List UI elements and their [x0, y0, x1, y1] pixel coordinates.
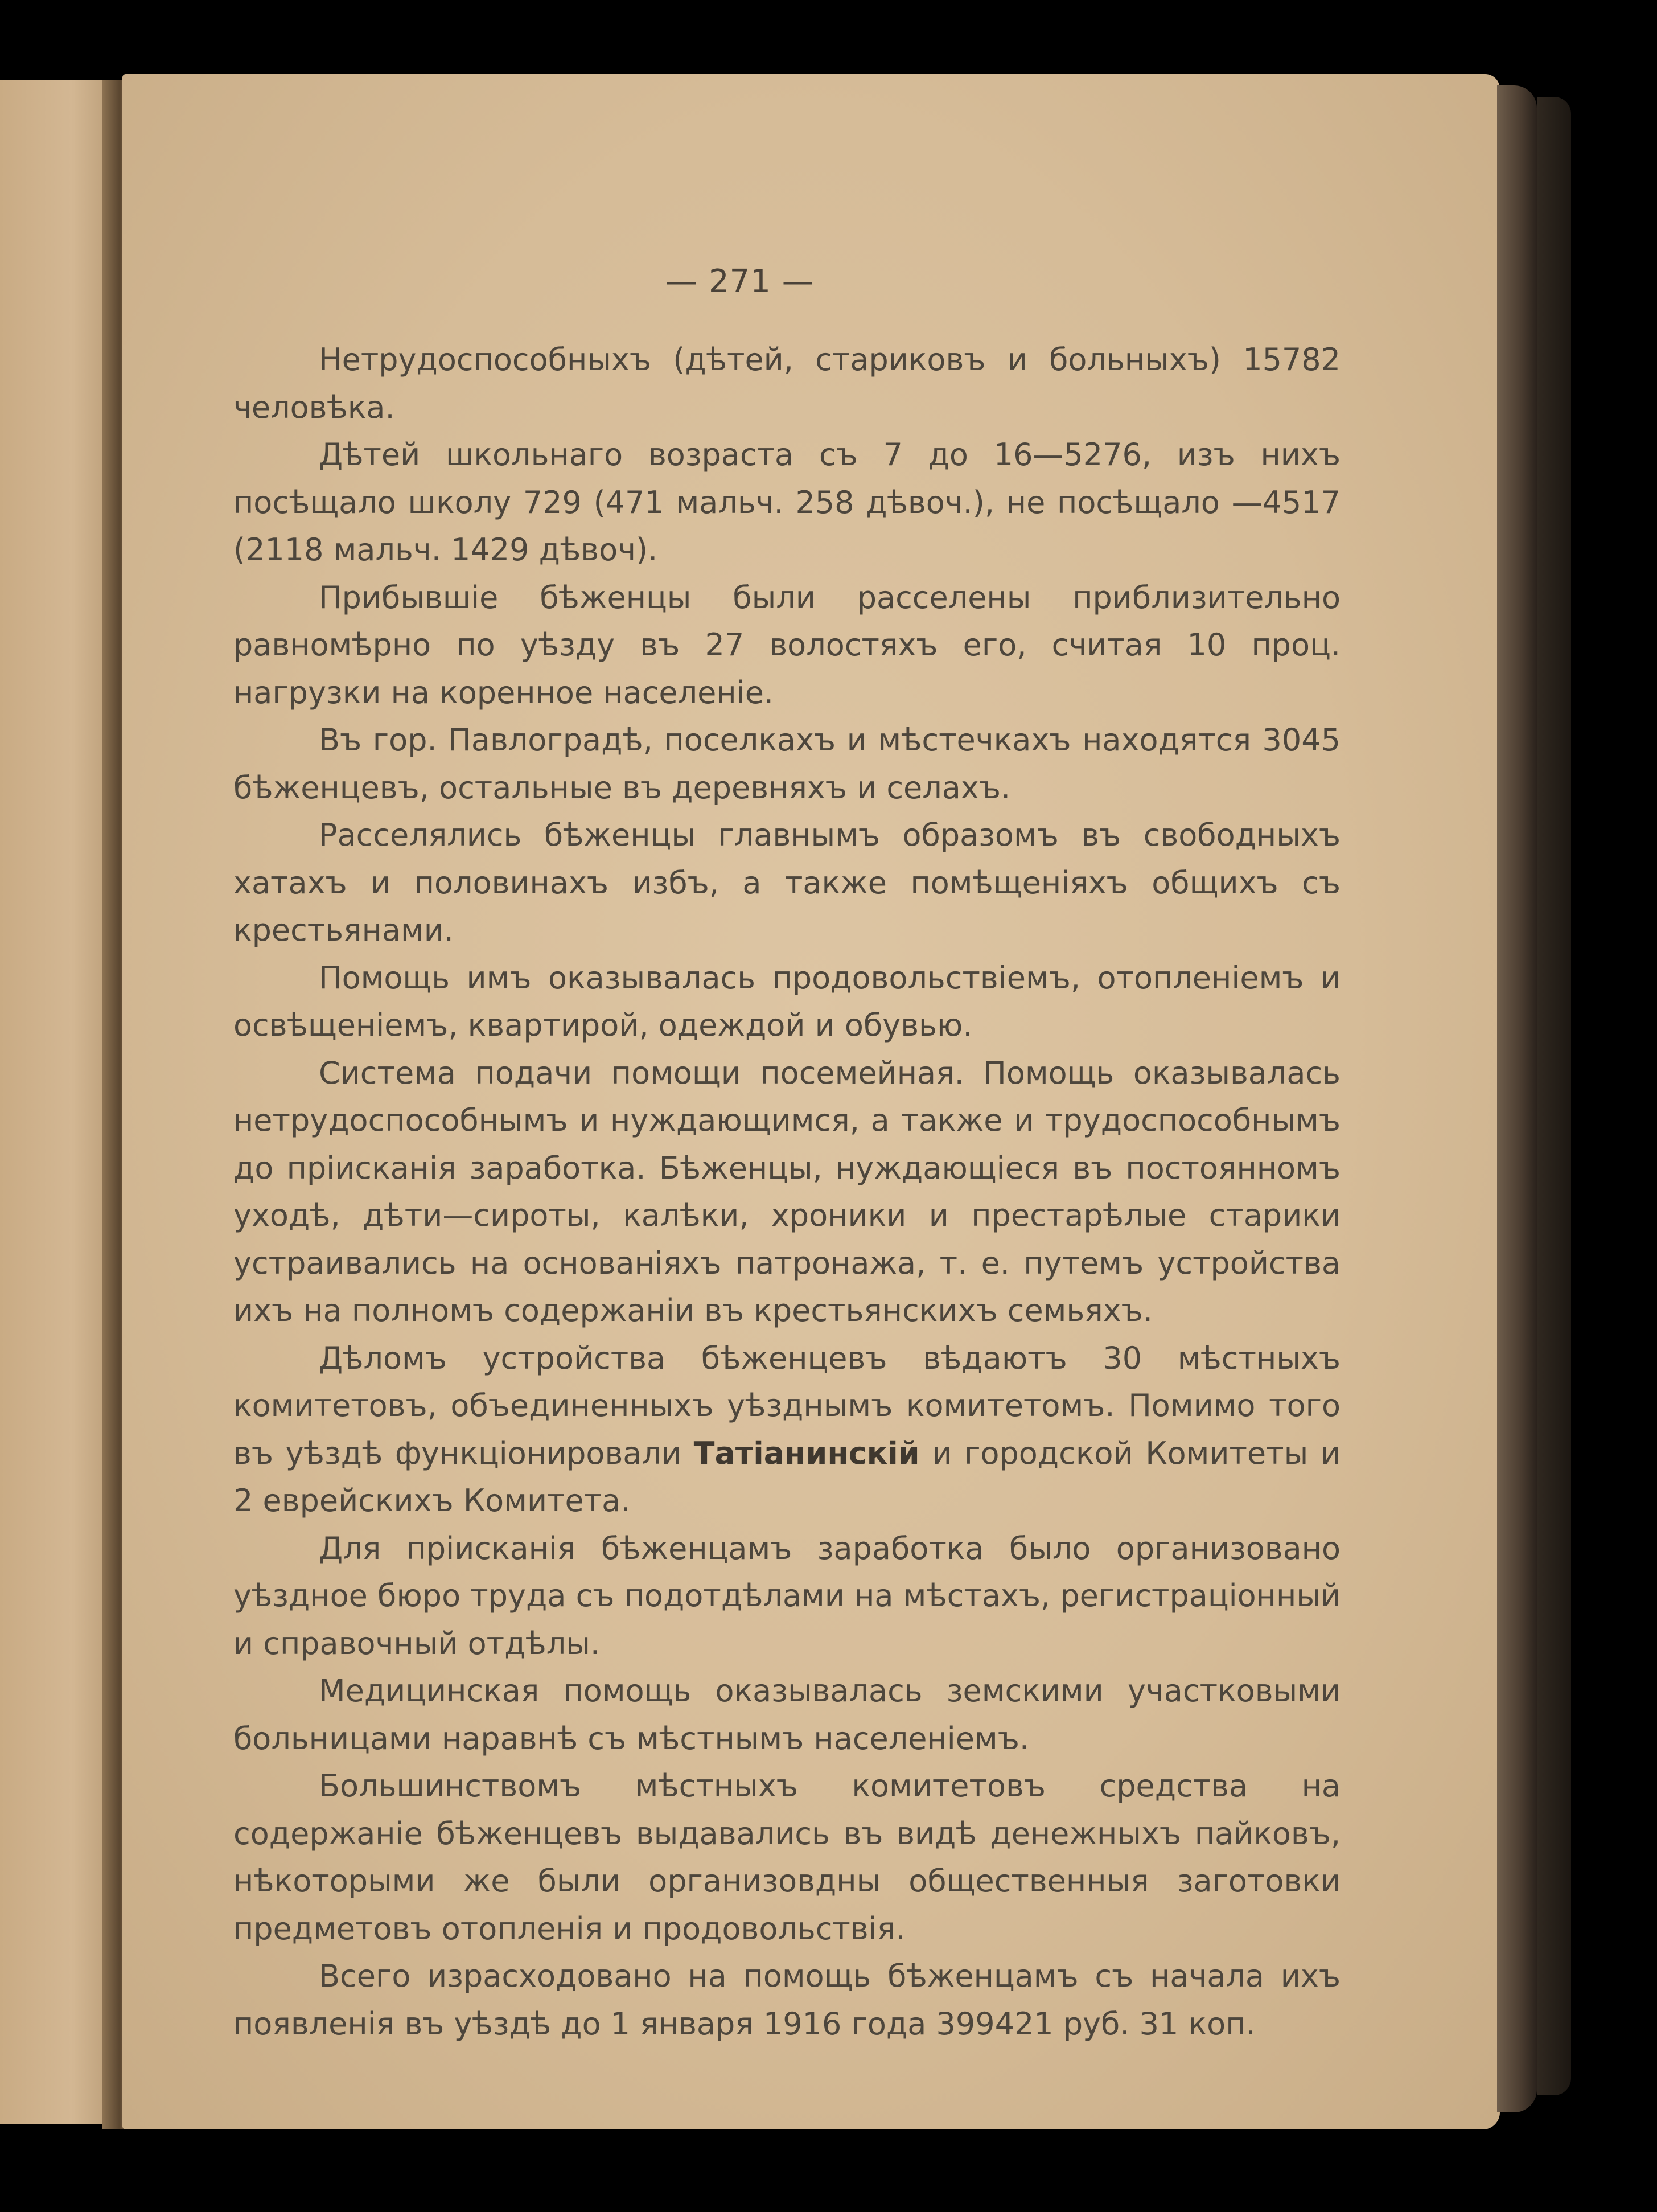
paragraph-text: Дѣломъ устройства бѣженцевъ вѣдаютъ 30 мѣстныхъ комитетовъ, объединенныхъ уѣзднымъ комитетомъ. Помимо того въ уѣздѣ функціонировали — [233, 1340, 1341, 1471]
paragraph: Для пріисканія бѣженцамъ заработка было организовано уѣздное бюро труда съ подотдѣлами на мѣстахъ, регистраціонный и справочный отдѣлы. — [233, 1530, 1341, 1661]
paragraph: Нетрудоспособныхъ (дѣтей, стариковъ и больныхъ) 15782 человѣка. — [233, 342, 1341, 425]
paragraph: Дѣтей школьнаго возраста съ 7 до 16—5276, изъ нихъ посѣщало школу 729 (471 мальч. 258 дѣвоч.), не посѣщало —4517 (2118 мальч. 1429 дѣвоч). — [233, 437, 1341, 568]
paragraph: Система подачи помощи посемейная. Помощь оказывалась нетрудоспособнымъ и нуждающимся, а также и трудоспособнымъ до пріисканія заработка. Бѣженцы, нуждающіеся въ постоянномъ уходѣ, дѣти—сироты, калѣки, хроники и престарѣлые старики устраивались на основаніяхъ патронажа, т. е. путемъ устройства ихъ на полномъ содержаніи въ крестьянскихъ семьяхъ. — [233, 1054, 1341, 1328]
paragraph-committees — [233, 1335, 1341, 1525]
page-number: — 271 — — [665, 263, 815, 300]
paragraph-text: и городской Комитеты и 2 еврейскихъ Комитета. — [233, 1435, 1341, 1519]
paragraph: Помощь имъ оказывалась продовольствіемъ, отопленіемъ и освѣщеніемъ, квартирой, одеждой и обувью. — [233, 959, 1341, 1043]
body-text — [233, 336, 1341, 2047]
paragraph: Прибывшіе бѣженцы были расселены приблизительно равномѣрно по уѣзду въ 27 волостяхъ его, считая 10 проц. нагрузки на коренное населеніе. — [233, 579, 1341, 711]
book-cover-edge — [1537, 97, 1571, 2095]
paragraph: Въ гор. Павлоградѣ, поселкахъ и мѣстечкахъ находятся 3045 бѣженцевъ, остальные въ деревняхъ и селахъ. — [233, 722, 1341, 806]
committee-name-bold: Татіанинскій — [693, 1435, 920, 1471]
paragraph: Большинствомъ мѣстныхъ комитетовъ средства на содержаніе бѣженцевъ выдавались въ видѣ денежныхъ пайковъ, нѣкоторыми же были организовдны общественныя заготовки предметовъ отопленія и продовольствія. — [233, 1768, 1341, 1947]
page-stack-edge — [1497, 85, 1537, 2112]
paragraph: Расселялись бѣженцы главнымъ образомъ въ свободныхъ хатахъ и половинахъ избъ, а также помѣщеніяхъ общихъ съ крестьянами. — [233, 817, 1341, 948]
paragraph: Всего израсходовано на помощь бѣженцамъ съ начала ихъ появленія въ уѣздѣ до 1 января 1916 года 399421 руб. 31 коп. — [233, 1958, 1341, 2042]
left-page-edge — [0, 80, 120, 2124]
paragraph: Медицинская помощь оказывалась земскими участковыми больницами наравнѣ съ мѣстнымъ населеніемъ. — [233, 1673, 1341, 1757]
